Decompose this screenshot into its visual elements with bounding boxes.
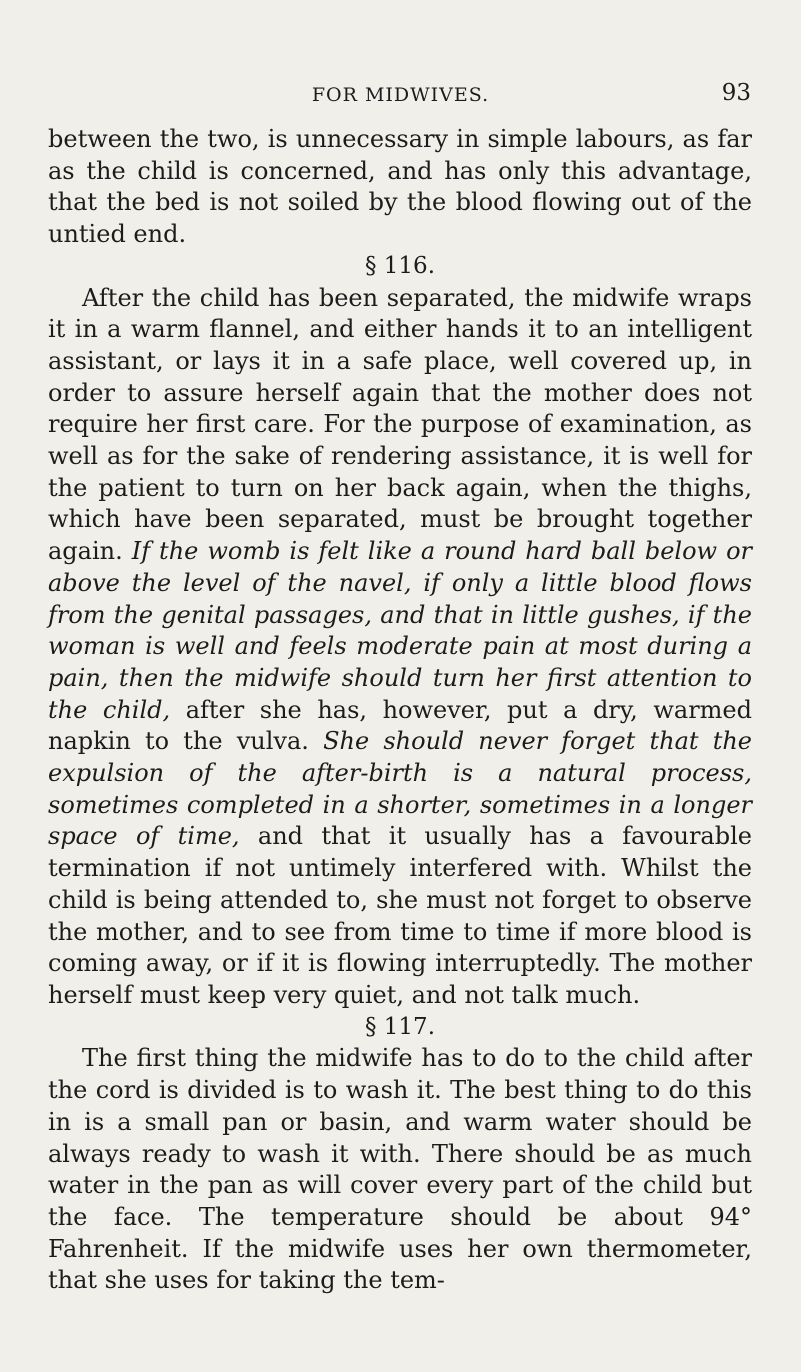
paragraph-117: The first thing the midwife has to do to the child after the cord is divided is to wash it. The best thing to do this in is a small pan or basin, and warm water should be always ready to wash it with. There should be as much water in the pan as will cover every part of the child but the face. The temperature should be about 94° Fahrenheit. If the midwife uses her own thermometer, that she uses for taking the tem- xyxy=(48,1044,752,1295)
body-text xyxy=(48,124,752,1297)
paragraph-116-text-c: after she has, however, put a dry, warmed napkin to the vulva. xyxy=(48,695,752,756)
paragraph-continuation: between the two, is unnecessary in simple labours, as far as the child is concerned, and has only this advantage, that the bed is not soiled by the blood flowing out of the untied end. xyxy=(48,125,752,249)
paragraph-116-text-e: and that it usually has a favourable termination if not untimely interfered with. Whilst the child is being attended to, she must not forget to observe the mother, and to see from time to time if more blood is coming away, or if it is flowing interruptedly. The mother herself must keep very quiet, and not talk much. xyxy=(48,822,752,1009)
page-number: 93 xyxy=(721,80,751,106)
paragraph-116-italic-b: If the womb is felt like a round hard ball below or above the level of the navel, if only a little blood flows from the genital passages, and that in little gushes, if the woman is well and feels moderate pain at most during a pain, then the midwife should turn her first attention to the child, xyxy=(48,537,752,724)
section-heading-117: § 117. xyxy=(364,1013,436,1040)
paragraph-116-text-a: After the child has been separated, the midwife wraps it in a warm flannel, and either hands it to an intelligent assistant, or lays it in a safe place, well covered up, in order to assure herself again that the mother does not require her first care. For the purpose of examination, as well as for the sake of rendering assistance, it is well for the patient to turn on her back again, when the thighs, which have been separated, must be brought together again. xyxy=(48,283,752,566)
paragraph-116-italic-d: She should never forget that the expulsion of the after-birth is a natural process, sometimes completed in a shorter, sometimes in a longer space of time, xyxy=(48,727,753,851)
paragraph-116 xyxy=(48,283,752,1012)
page-header xyxy=(48,78,753,114)
section-heading-116: § 116. xyxy=(364,252,436,279)
running-head: FOR MIDWIVES. xyxy=(311,84,490,106)
